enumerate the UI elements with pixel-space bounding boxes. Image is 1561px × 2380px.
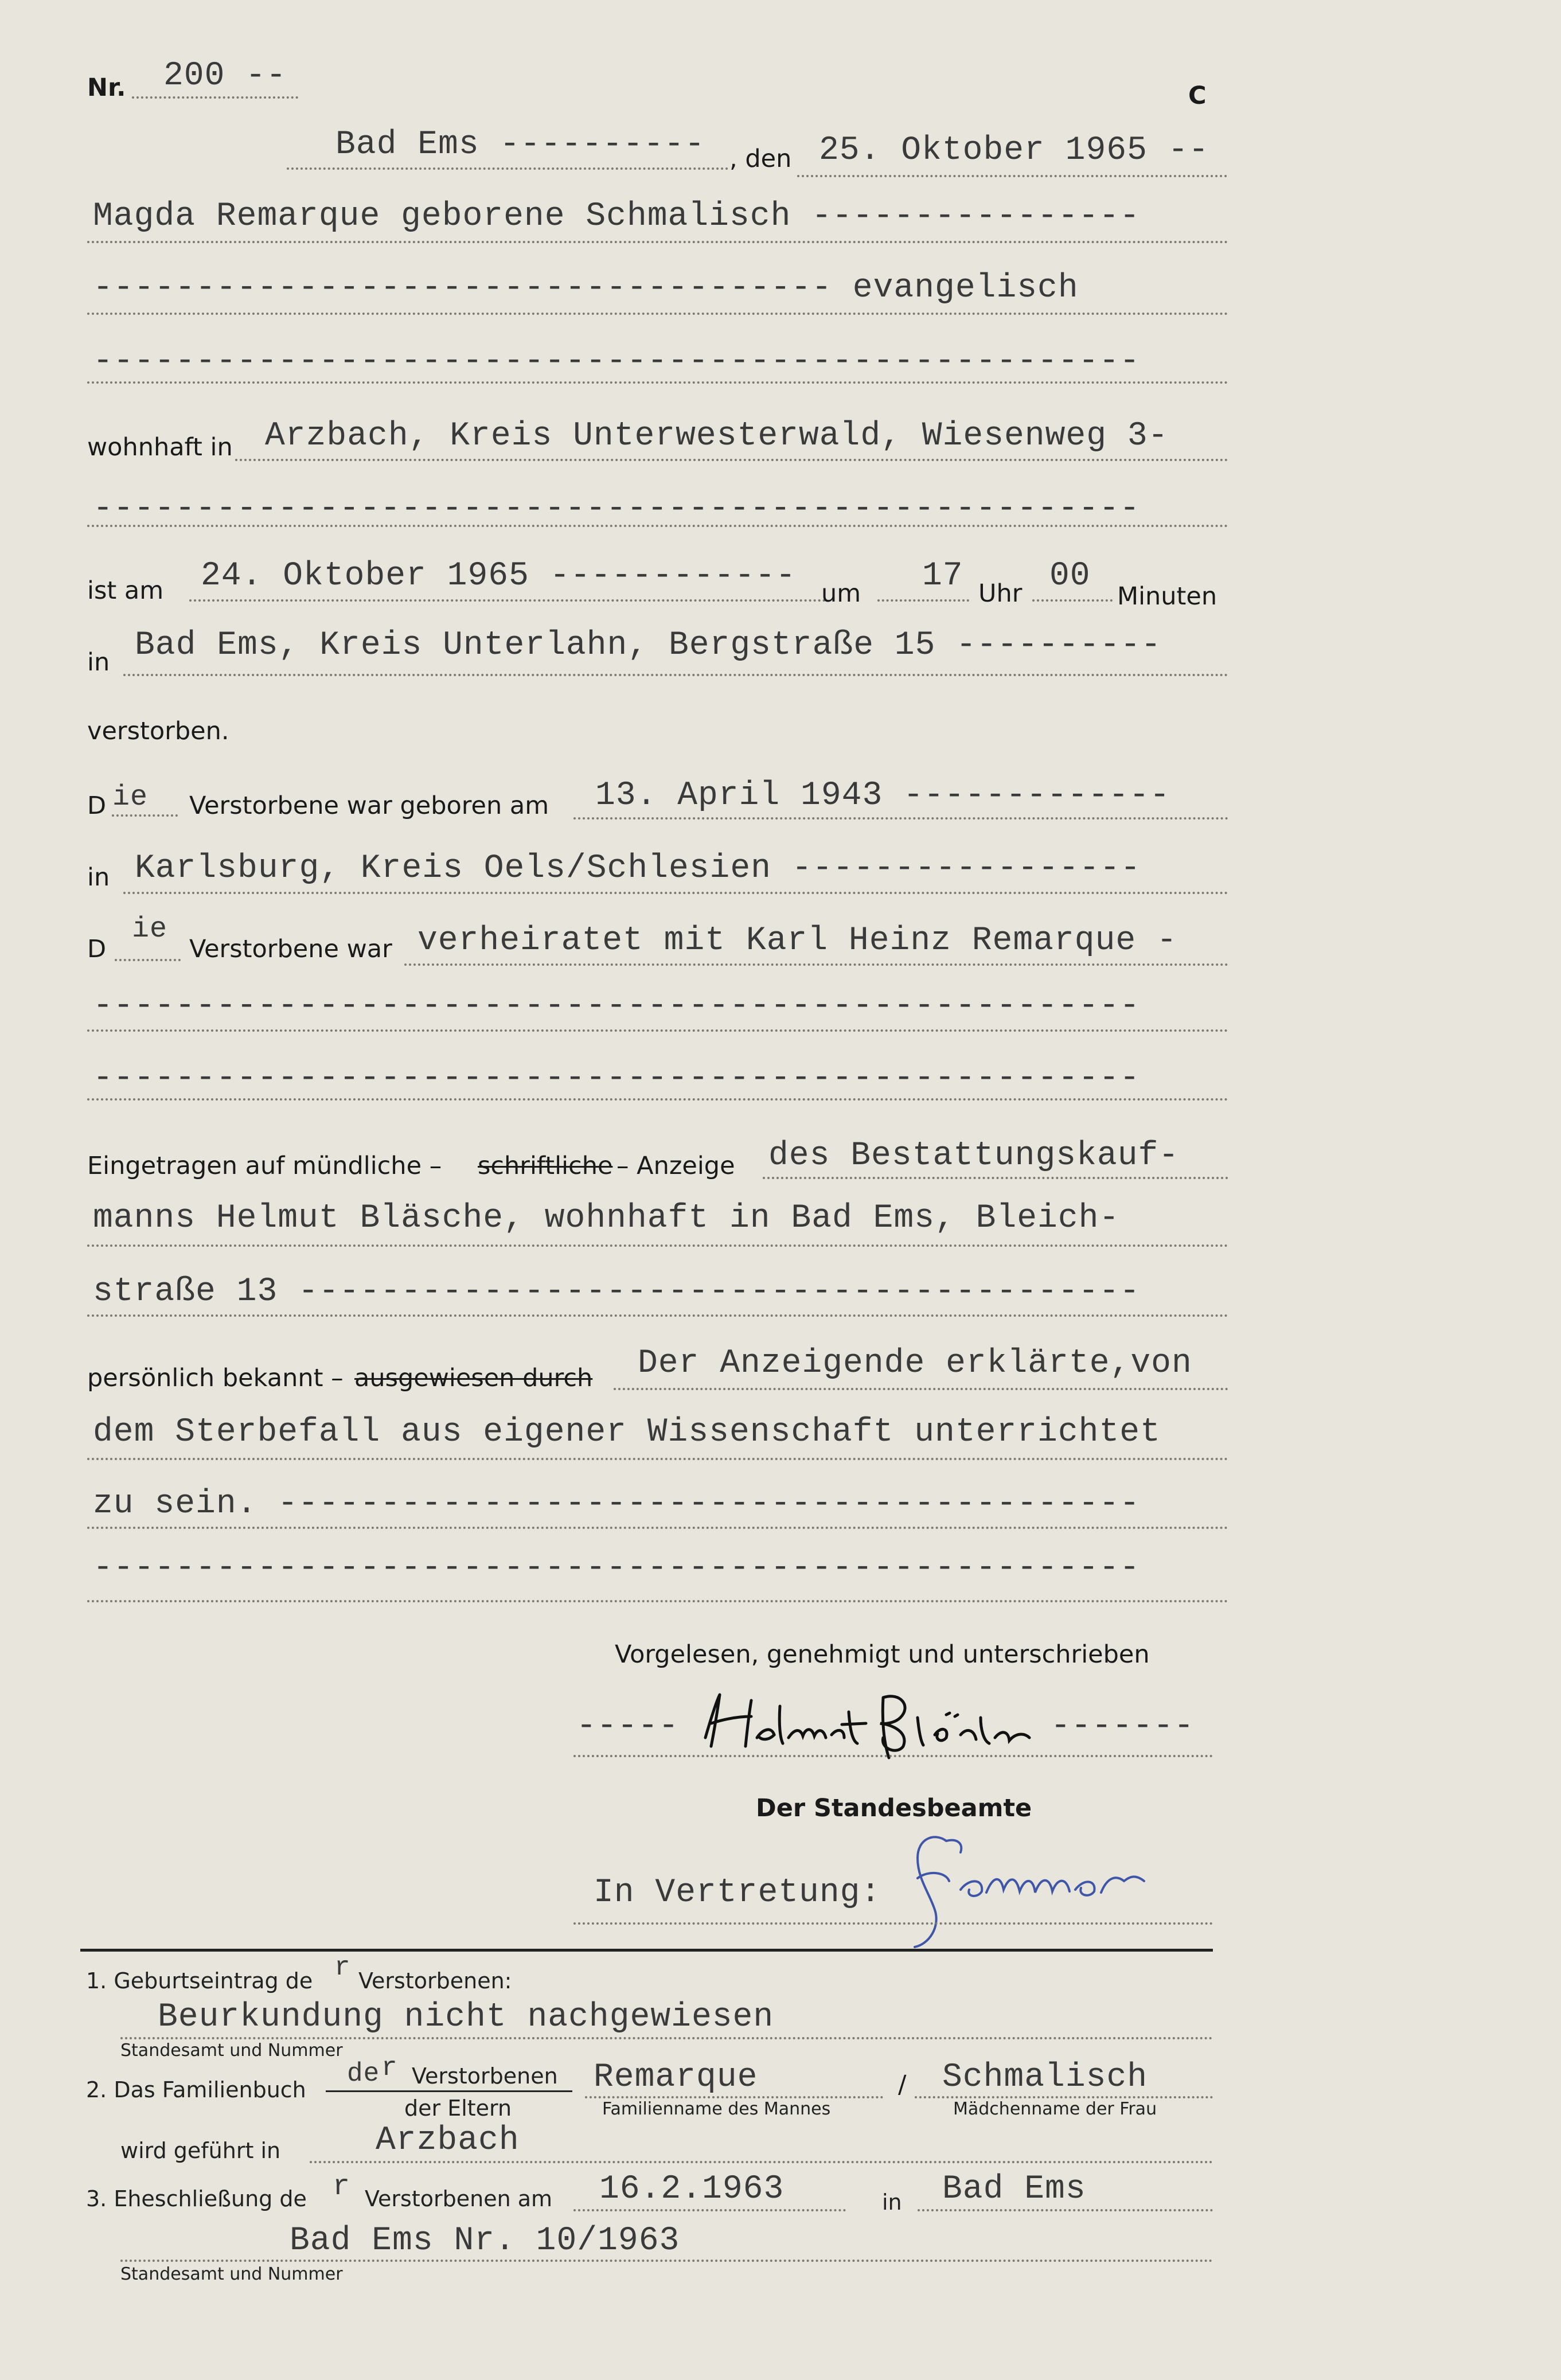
report-blank-line: --------------------------------------------------- xyxy=(93,1550,1141,1587)
report-dotted-line-3 xyxy=(87,1314,1228,1317)
marriage-date-footer: 16.2.1963 xyxy=(599,2171,785,2208)
item1-dotted-line xyxy=(120,2037,1213,2039)
item3-article: r xyxy=(333,2171,351,2203)
names-slash: / xyxy=(898,2070,907,2099)
report-dotted-line-2 xyxy=(87,1244,1228,1247)
corner-letter: C xyxy=(1188,81,1207,110)
marriage-blank-line-1: --------------------------------------------------- xyxy=(93,988,1141,1025)
husband-sub: Familienname des Mannes xyxy=(602,2099,831,2119)
marriage-blank-dotted-line-1 xyxy=(87,1029,1228,1032)
item3-sub: Standesamt und Nummer xyxy=(120,2264,343,2284)
registrar-signature xyxy=(883,1824,1216,1956)
item2-option-a: Verstorbenen xyxy=(412,2063,558,2089)
name-dotted-line xyxy=(87,241,1228,243)
report-struck-word: schriftliche xyxy=(478,1152,613,1180)
death-date: 24. Oktober 1965 ------------ xyxy=(201,557,797,595)
nr-label: Nr. xyxy=(87,73,126,102)
item2-option-rule xyxy=(326,2090,572,2092)
death-hour: 17 xyxy=(922,557,963,595)
item3-in-label: in xyxy=(882,2190,902,2215)
marriage-date-dotted-line xyxy=(573,2209,846,2211)
report-dotted-line-4 xyxy=(614,1388,1228,1390)
death-minutes: 00 xyxy=(1049,557,1091,595)
residence-address: Arzbach, Kreis Unterwesterwald, Wiesenweg 3- xyxy=(265,418,1169,455)
uhr-label: Uhr xyxy=(978,579,1023,608)
nr-dotted-line xyxy=(132,96,298,99)
report-dotted-line-6 xyxy=(87,1527,1228,1529)
report-dotted-line-1 xyxy=(763,1177,1228,1179)
report-dotted-line-5 xyxy=(87,1458,1228,1460)
place-of-record: Bad Ems ---------- xyxy=(335,126,705,163)
birth-place: Karlsburg, Kreis Oels/Schlesien ----------------- xyxy=(135,850,1141,887)
item1-label-a: 1. Geburtseintrag de xyxy=(86,1968,313,1993)
minuten-label: Minuten xyxy=(1117,582,1217,611)
report-label-start: Eingetragen auf mündliche – xyxy=(87,1152,442,1180)
birth-date-dotted-line xyxy=(573,817,1228,820)
birth-place-dotted-line xyxy=(123,892,1228,894)
item2-option-a-article: r xyxy=(381,2053,398,2083)
item3-label-b: Verstorbenen am xyxy=(365,2186,553,2211)
death-in-label: in xyxy=(87,648,110,677)
report-line-5: dem Sterbefall aus eigener Wissenschaft unterrichtet xyxy=(93,1414,1161,1451)
marriage-registry: Bad Ems Nr. 10/1963 xyxy=(290,2222,680,2260)
wohnhaft-label: wohnhaft in xyxy=(87,433,233,462)
hour-dotted-line xyxy=(877,599,969,602)
ist-am-label: ist am xyxy=(87,576,164,605)
footer-divider xyxy=(80,1949,1213,1952)
marriage-d-label: D xyxy=(87,935,107,963)
report-line-3: straße 13 ----------------------------------------- xyxy=(93,1273,1141,1310)
birth-article: ie xyxy=(112,781,149,814)
marriage-registry-dotted-line xyxy=(120,2260,1213,2262)
kept-in-dotted-line xyxy=(310,2161,1213,2163)
place-dotted-line xyxy=(287,167,728,170)
birth-date: 13. April 1943 ------------- xyxy=(595,777,1170,814)
item2-option-b: der Eltern xyxy=(404,2096,512,2121)
registrar-title: Der Standesbeamte xyxy=(756,1794,1032,1823)
vertretung-dotted-line xyxy=(573,1922,1213,1925)
marital-status: verheiratet mit Karl Heinz Remarque - xyxy=(417,922,1177,959)
report-blank-dotted-line xyxy=(87,1600,1228,1602)
report-line-4: Der Anzeigende erklärte,von xyxy=(638,1345,1192,1382)
marriage-article-dotted-line xyxy=(115,959,181,961)
maiden-name: Schmalisch xyxy=(942,2059,1148,2096)
death-place-dotted-line xyxy=(123,674,1228,676)
marriage-label: Verstorbene war xyxy=(189,935,392,963)
death-date-dotted-line xyxy=(189,599,826,602)
maiden-sub: Mädchenname der Frau xyxy=(953,2099,1157,2119)
blank-dotted-line-2 xyxy=(87,525,1228,527)
birth-label: Verstorbene war geboren am xyxy=(189,791,549,820)
husband-name: Remarque xyxy=(594,2059,758,2096)
sig-dashes-left: ----- xyxy=(576,1708,680,1745)
blank-line-1: --------------------------------------------------- xyxy=(93,343,1141,380)
signature-dotted-line xyxy=(573,1755,1213,1757)
record-date: 25. Oktober 1965 -- xyxy=(819,132,1209,169)
report-line-2: manns Helmut Bläsche, wohnhaft in Bad Ems, Bleich- xyxy=(93,1200,1120,1237)
um-label: um xyxy=(821,579,861,608)
item1-value: Beurkundung nicht nachgewiesen xyxy=(158,1999,774,2036)
report-label-end: – Anzeige xyxy=(616,1152,735,1180)
sig-dashes-right: ------- xyxy=(1051,1708,1195,1745)
item1-label-b: Verstorbenen: xyxy=(358,1968,512,1993)
birth-d-label: D xyxy=(87,791,107,820)
item1-sub: Standesamt und Nummer xyxy=(120,2040,343,2061)
known-struck: ausgewiesen durch xyxy=(354,1364,593,1392)
item1-article: r xyxy=(334,1953,351,1983)
marriage-place-dotted-line xyxy=(918,2209,1213,2211)
item2-label: 2. Das Familienbuch xyxy=(86,2077,306,2102)
report-line-1: des Bestattungskauf- xyxy=(768,1137,1180,1175)
item2-option-a-prefix: de xyxy=(347,2059,380,2089)
verstorben-label: verstorben. xyxy=(87,717,229,746)
date-dotted-line xyxy=(797,175,1227,177)
religion-line: ------------------------------------ evangelisch xyxy=(93,270,1079,307)
blank-dotted-line-1 xyxy=(87,381,1228,384)
death-place: Bad Ems, Kreis Unterlahn, Bergstraße 15 ---------- xyxy=(135,627,1162,664)
marriage-blank-line-2: --------------------------------------------------- xyxy=(93,1060,1141,1097)
informant-signature xyxy=(694,1683,1044,1763)
item3-label-a: 3. Eheschließung de xyxy=(86,2186,307,2211)
maiden-dotted-line xyxy=(915,2096,1213,2098)
report-line-6: zu sein. ------------------------------------------ xyxy=(93,1485,1141,1523)
known-label: persönlich bekannt – xyxy=(87,1364,344,1392)
kept-in-label: wird geführt in xyxy=(120,2138,281,2163)
religion-dotted-line xyxy=(87,313,1228,315)
husband-dotted-line xyxy=(585,2096,883,2098)
den-label: , den xyxy=(729,145,792,173)
birth-in-label: in xyxy=(87,863,110,892)
marriage-article: ie xyxy=(132,913,168,946)
read-approved-text: Vorgelesen, genehmigt und unterschrieben xyxy=(615,1640,1150,1669)
in-vertretung-label: In Vertretung: xyxy=(594,1874,881,1911)
marriage-place-footer: Bad Ems xyxy=(942,2171,1086,2208)
kept-in-value: Arzbach xyxy=(376,2122,520,2159)
marital-status-dotted-line xyxy=(404,963,1228,966)
address-dotted-line xyxy=(235,459,1228,461)
blank-line-2: --------------------------------------------------- xyxy=(93,490,1141,528)
marriage-blank-dotted-line-2 xyxy=(87,1098,1228,1101)
nr-value: 200 -- xyxy=(163,57,287,95)
birth-article-dotted-line xyxy=(112,814,178,817)
deceased-name: Magda Remarque geborene Schmalisch ---------------- xyxy=(93,198,1141,235)
minutes-dotted-line xyxy=(1032,599,1113,602)
